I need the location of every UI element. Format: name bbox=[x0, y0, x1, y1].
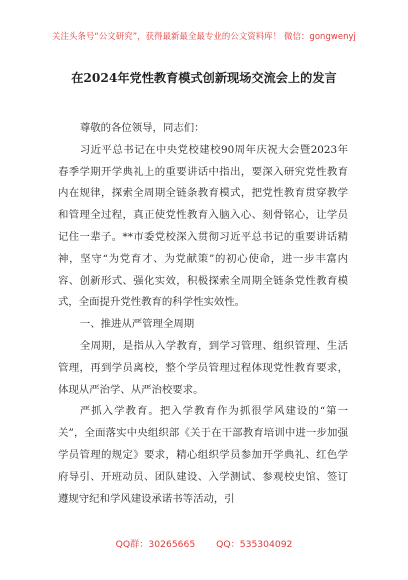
salutation: 尊敬的各位领导，同志们： bbox=[79, 122, 205, 134]
footer-contacts bbox=[0, 536, 408, 550]
paragraph: 严抓入学教育。把入学教育作为抓很学风建设的“第一关”，全面落实中央组织部《关于在干部教育培训中进一步加强学员管理的规定》要求，精心组织学员参加开学典礼、红色学府导引、开班动员、团队建设、入学测试、参观校史馆、签订遵规守纪和学风建设承诺书等活动，引 bbox=[58, 405, 348, 505]
paragraph: 习近平总书记在中央党校建校90周年庆祝大会暨2023年春季学期开学典礼上的重要讲话中指出，要深入研究党性教育内在规律，探索全周期全链条教育模式，把党性教育贯穿教学和管理全过程，真正使党性教育入脑入心、刻骨铭心，让学员记住一辈子。**市委党校深入贯彻习近平总书记的重要讲话精神，坚守“为党育才、为党献策”的初心使命，进一步丰富内容、创新形式、强化实效，积极探索全周期全链条党性教育模式，全面提升党性教育的科学性实效性。 bbox=[58, 143, 348, 309]
qq-group-text: QQ群：30265665 bbox=[115, 539, 196, 550]
paragraph: 全周期，是指从入学教育，到学习管理、组织管理、生活管理，再到学员离校，整个学员管理过程体现党性教育要求，体现从严治学、从严治校要求。 bbox=[58, 339, 348, 396]
document-title: 在2024年党性教育模式创新现场交流会上的发言 bbox=[71, 71, 337, 85]
document-body bbox=[58, 118, 348, 510]
qq-text: QQ：535304092 bbox=[216, 539, 293, 550]
section-heading: 一、推进从严管理全周期 bbox=[79, 318, 195, 331]
promo-banner: 关注头条号“公文研究”，获得最新最全最专业的公文资料库！ 微信：gongwenyj bbox=[52, 31, 356, 41]
